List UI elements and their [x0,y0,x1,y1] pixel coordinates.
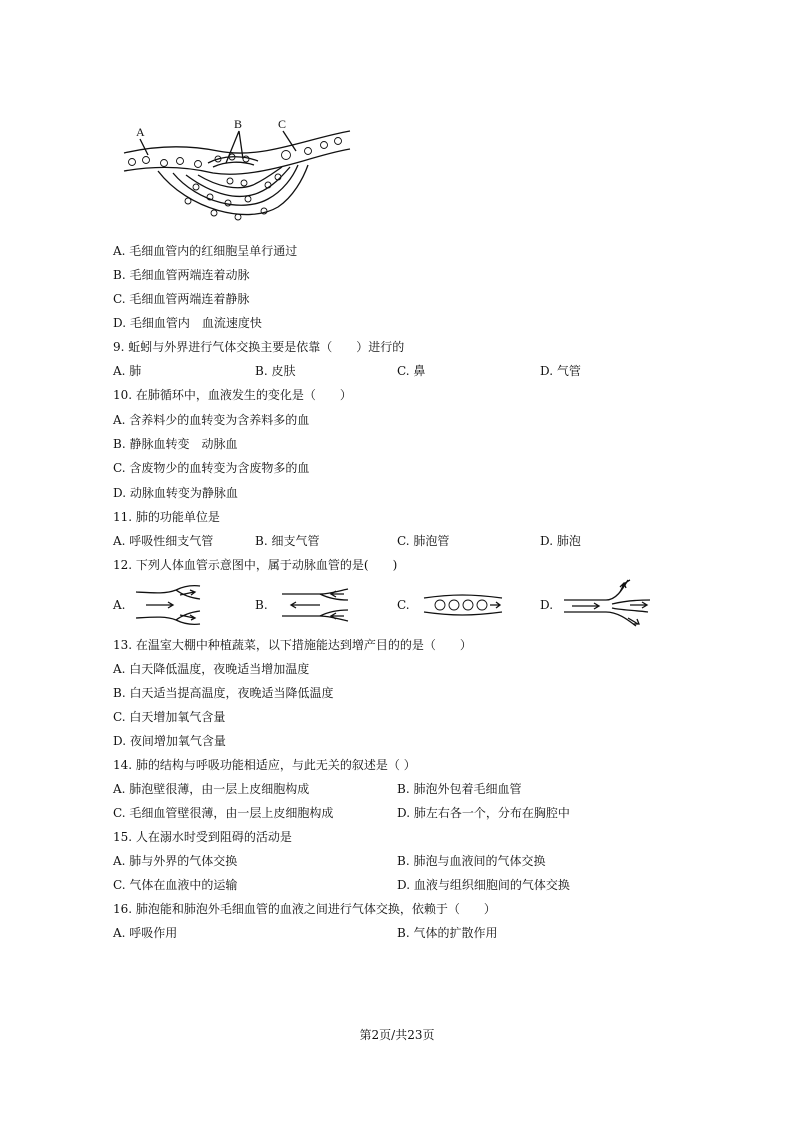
figure-label-b: B [234,117,243,131]
capillary-diagram [118,115,348,233]
q8-option-d: D. 毛细血管内 血流速度快 [113,316,262,330]
q14-options-row2 [0,805,794,821]
q9-option-b: B. 皮肤 [255,364,296,378]
q12-option-b: B. [255,598,268,612]
q12-stem: 12. 下列人体血管示意图中，属于动脉血管的是( ) [113,558,398,572]
q14-option-d: D. 肺左右各一个，分布在胸腔中 [397,806,570,820]
q8-option-a: A. 毛细血管内的红细胞呈单行通过 [113,244,298,258]
q9-stem: 9. 蚯蚓与外界进行气体交换主要是依靠（ ）进行的 [113,340,405,354]
q13-option-a: A. 白天降低温度，夜晚适当增加温度 [113,662,310,676]
q10-option-b: B. 静脉血转变 动脉血 [113,437,238,451]
q11-stem: 11. 肺的功能单位是 [113,510,220,524]
q15-option-b: B. 肺泡与血液间的气体交换 [397,854,546,868]
q13-option-c: C. 白天增加氧气含量 [113,710,226,724]
q16-option-b: B. 气体的扩散作用 [397,926,498,940]
vessel-diagram-b [280,588,352,622]
q16-option-a: A. 呼吸作用 [113,926,178,940]
q8-option-b: B. 毛细血管两端连着动脉 [113,268,250,282]
q12-option-a: A. [113,598,126,612]
q11-options [0,533,794,549]
q14-option-c: C. 毛细血管壁很薄，由一层上皮细胞构成 [113,806,334,820]
q14-option-a: A. 肺泡壁很薄，由一层上皮细胞构成 [113,782,310,796]
vessel-diagram-a [132,584,204,626]
q11-option-c: C. 肺泡管 [397,534,450,548]
q15-option-c: C. 气体在血液中的运输 [113,878,238,892]
q15-option-d: D. 血液与组织细胞间的气体交换 [397,878,570,892]
q11-option-d: D. 肺泡 [540,534,581,548]
q11-option-a: A. 呼吸性细支气管 [113,534,214,548]
q16-stem: 16. 肺泡能和肺泡外毛细血管的血液之间进行气体交换，依赖于（ ） [113,902,496,916]
q9-option-d: D. 气管 [540,364,581,378]
q9-option-a: A. 肺 [113,364,142,378]
q15-options-row1 [0,853,794,869]
q13-option-b: B. 白天适当提高温度，夜晚适当降低温度 [113,686,334,700]
figure-label-c: C [278,117,287,131]
q12-option-d: D. [540,598,554,612]
q12-option-c: C. [397,598,410,612]
q13-stem: 13. 在温室大棚中种植蔬菜，以下措施能达到增产目的的是（ ） [113,638,472,652]
page-footer: 第2页/共23页 [359,1028,435,1042]
q14-option-b: B. 肺泡外包着毛细血管 [397,782,522,796]
q16-options [0,925,794,941]
q9-options [0,363,794,379]
q10-stem: 10. 在肺循环中，血液发生的变化是（ ） [113,388,352,402]
q15-stem: 15. 人在溺水时受到阻碍的活动是 [113,830,292,844]
q8-option-c: C. 毛细血管两端连着静脉 [113,292,250,306]
q15-option-a: A. 肺与外界的气体交换 [113,854,238,868]
red-blood-cells [129,138,342,221]
q10-option-a: A. 含养料少的血转变为含养料多的血 [113,413,310,427]
q15-options-row2 [0,877,794,893]
vessel-diagram-c [422,592,504,618]
q14-stem: 14. 肺的结构与呼吸功能相适应，与此无关的叙述是（ ） [113,758,416,772]
q13-option-d: D. 夜间增加氧气含量 [113,734,226,748]
q10-option-d: D. 动脉血转变为静脉血 [113,486,238,500]
q9-option-c: C. 鼻 [397,364,426,378]
q11-option-b: B. 细支气管 [255,534,320,548]
figure-label-a: A [136,125,145,139]
q10-option-c: C. 含废物少的血转变为含废物多的血 [113,461,310,475]
q14-options-row1 [0,781,794,797]
vessel-diagram-d [562,578,654,628]
